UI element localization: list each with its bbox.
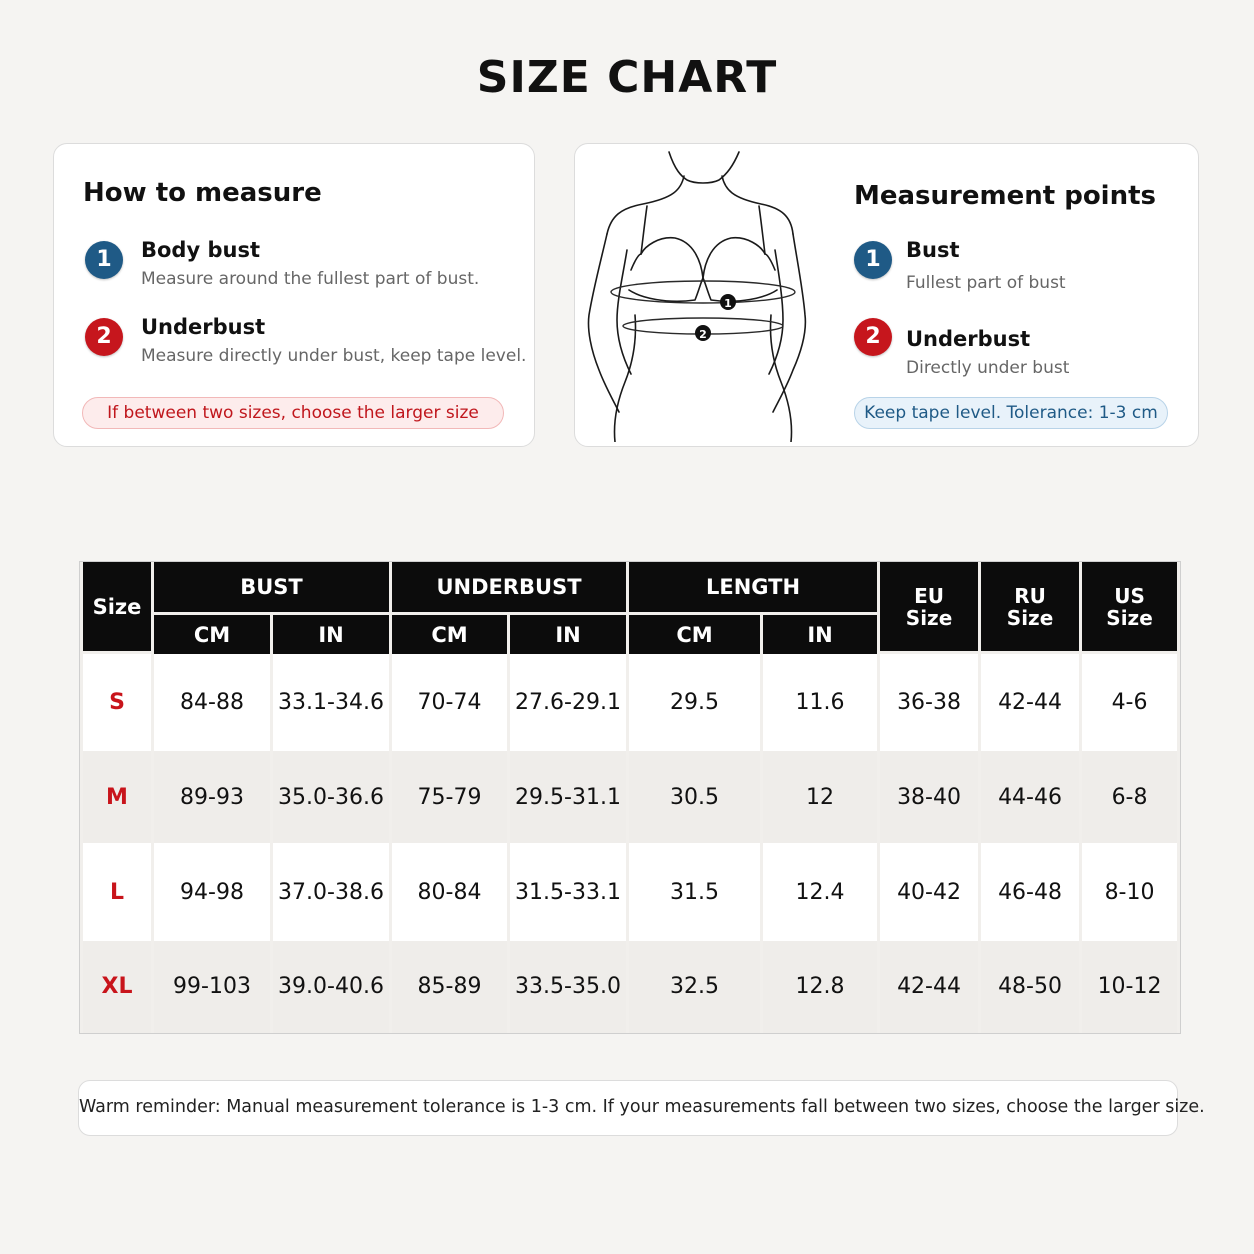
how-to-measure-card (53, 143, 535, 447)
table-cell: 29.5-31.1 (510, 751, 626, 843)
table-cell: 12.8 (763, 941, 877, 1033)
warm-reminder-note: Warm reminder: Manual measurement tolerance is 1-3 cm. If your measurements fall between two sizes, choose the larger size. (78, 1080, 1178, 1136)
size-tip-badge: If between two sizes, choose the larger size (82, 397, 504, 429)
table-row (83, 941, 1177, 1033)
step-number-2: 2 (85, 318, 123, 356)
table-cell: 84-88 (154, 654, 270, 751)
table-cell: 27.6-29.1 (510, 654, 626, 751)
unit-header: CM (392, 615, 507, 654)
step-description: Measure around the fullest part of bust. (141, 269, 480, 289)
underbust-marker-label: 2 (699, 328, 707, 341)
step-title: Underbust (141, 315, 266, 339)
table-cell: 42-44 (981, 654, 1079, 751)
table-cell: 75-79 (392, 751, 507, 843)
table-cell: 42-44 (880, 941, 978, 1033)
unit-header: CM (154, 615, 270, 654)
table-cell: 85-89 (392, 941, 507, 1033)
page-title: SIZE CHART (476, 52, 778, 103)
point-description: Fullest part of bust (906, 273, 1066, 293)
us-size-header: US Size (1082, 562, 1177, 654)
table-cell: 44-46 (981, 751, 1079, 843)
table-cell: 94-98 (154, 843, 270, 940)
table-cell: 32.5 (629, 941, 760, 1033)
table-cell: 46-48 (981, 843, 1079, 940)
table-row (83, 843, 1177, 940)
table-cell: 89-93 (154, 751, 270, 843)
unit-header: IN (510, 615, 626, 654)
table-cell: 36-38 (880, 654, 978, 751)
size-column-header: Size (83, 562, 151, 654)
point-description: Directly under bust (906, 358, 1070, 378)
table-cell: 35.0-36.6 (273, 751, 389, 843)
size-label: M (83, 751, 151, 843)
table-cell: 38-40 (880, 751, 978, 843)
table-cell: 33.5-35.0 (510, 941, 626, 1033)
step-description: Measure directly under bust, keep tape level. (141, 346, 527, 366)
measurement-points-heading: Measurement points (854, 181, 1157, 211)
body-figure-illustration (583, 150, 813, 442)
table-cell: 6-8 (1082, 751, 1177, 843)
table-cell: 11.6 (763, 654, 877, 751)
table-cell: 37.0-38.6 (273, 843, 389, 940)
table-cell: 40-42 (880, 843, 978, 940)
table-cell: 29.5 (629, 654, 760, 751)
size-label: S (83, 654, 151, 751)
table-row (83, 654, 1177, 751)
table-cell: 8-10 (1082, 843, 1177, 940)
how-to-measure-heading: How to measure (83, 178, 322, 208)
table-cell: 48-50 (981, 941, 1079, 1033)
point-number-1: 1 (854, 241, 892, 279)
table-cell: 80-84 (392, 843, 507, 940)
ru-size-header: RU Size (981, 562, 1079, 654)
step-number-1: 1 (85, 241, 123, 279)
bust-marker-label: 1 (724, 297, 732, 310)
measurement-points-card (574, 143, 1199, 447)
underbust-group-header: UNDERBUST (392, 562, 626, 615)
table-cell: 39.0-40.6 (273, 941, 389, 1033)
size-label: L (83, 843, 151, 940)
table-cell: 12.4 (763, 843, 877, 940)
point-number-2: 2 (854, 318, 892, 356)
bust-group-header: BUST (154, 562, 389, 615)
eu-size-header: EU Size (880, 562, 978, 654)
unit-header: IN (763, 615, 877, 654)
point-title: Bust (906, 238, 960, 262)
unit-header: IN (273, 615, 389, 654)
table-cell: 12 (763, 751, 877, 843)
step-title: Body bust (141, 238, 260, 262)
table-cell: 4-6 (1082, 654, 1177, 751)
tolerance-badge: Keep tape level. Tolerance: 1-3 cm (854, 397, 1168, 429)
table-cell: 31.5 (629, 843, 760, 940)
size-table (79, 561, 1181, 1034)
length-group-header: LENGTH (629, 562, 877, 615)
unit-header: CM (629, 615, 760, 654)
table-cell: 10-12 (1082, 941, 1177, 1033)
point-title: Underbust (906, 327, 1031, 351)
size-label: XL (83, 941, 151, 1033)
table-cell: 99-103 (154, 941, 270, 1033)
table-cell: 70-74 (392, 654, 507, 751)
table-cell: 31.5-33.1 (510, 843, 626, 940)
table-cell: 33.1-34.6 (273, 654, 389, 751)
table-row (83, 751, 1177, 843)
table-cell: 30.5 (629, 751, 760, 843)
